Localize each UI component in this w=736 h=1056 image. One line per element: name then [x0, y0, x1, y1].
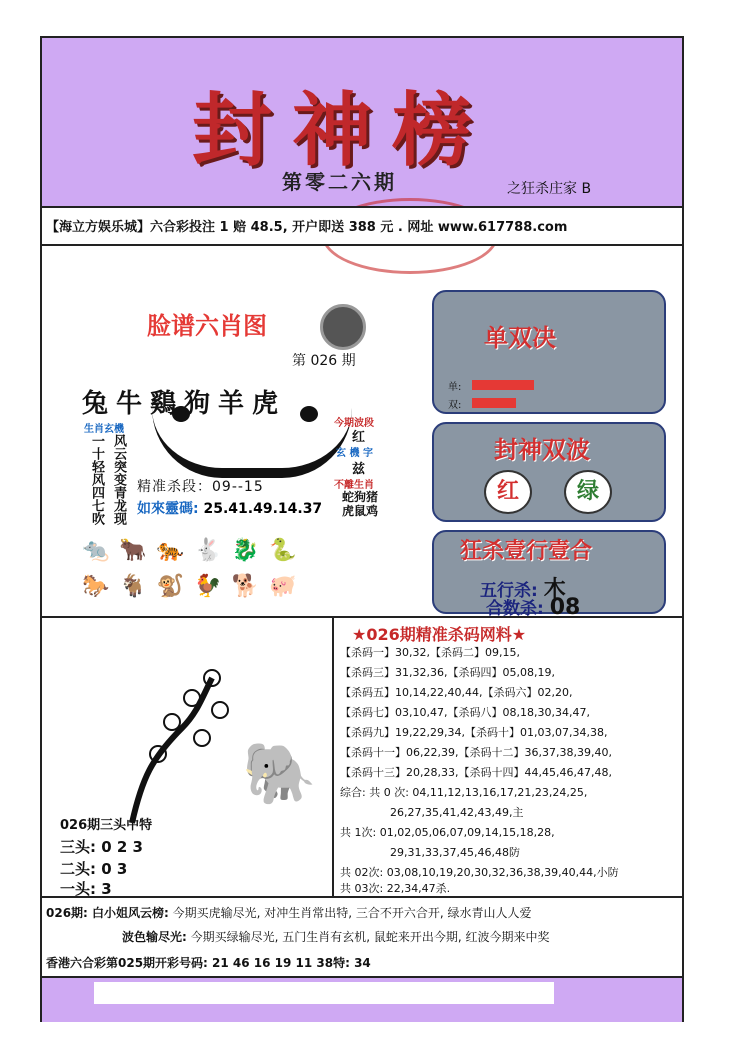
- code-line: 【杀码五】10,14,22,40,44,【杀码六】02,20,: [340, 686, 573, 699]
- wx-label: 五行杀:: [480, 581, 538, 601]
- code-line: 共 02次: 03,08,10,19,20,30,32,36,38,39,40,44,小防: [340, 866, 619, 879]
- kill-label: 精准杀段：: [137, 479, 212, 495]
- wuxing-card: [432, 530, 666, 620]
- row1-text: 今期买虎输尽光, 对冲生肖常出特, 三合不开六合开, 绿水青山人人爱: [172, 906, 532, 920]
- santou-row1: 一头: 3: [60, 880, 112, 898]
- code-line: 共 03次: 22,34,47杀.: [340, 882, 451, 895]
- left-label: 生肖玄機: [84, 424, 124, 435]
- left-col2: 一十轻风四七吹: [89, 434, 104, 525]
- wx-value: 木: [543, 577, 566, 602]
- hs-label: 合数杀:: [486, 599, 544, 619]
- footer-row3: 香港六合彩第025期开彩号码: 21 46 16 19 11 38特: 34: [46, 956, 371, 970]
- codes-heading: ★026期精准杀码网料★: [352, 625, 527, 644]
- dan-bar: [472, 380, 534, 390]
- code-line: 【杀码三】31,32,36,【杀码四】05,08,19,: [340, 666, 555, 679]
- footer-section: [42, 898, 682, 978]
- dan-label: 单:: [448, 382, 462, 393]
- heshu-kill: [486, 594, 580, 620]
- face-issue: 第 026 期: [292, 353, 356, 369]
- middle-section: [42, 248, 682, 618]
- right-label2: 玄 機 字: [336, 448, 373, 459]
- code-line: 综合: 共 0 次: 04,11,12,13,16,17,21,23,24,25,: [340, 786, 588, 799]
- row1-label: 026期: 白小姐风云榜:: [46, 906, 169, 920]
- face-title: 脸谱六肖图: [147, 311, 267, 340]
- compass-icon: [320, 304, 366, 350]
- right-label1: 今期波段: [334, 418, 374, 429]
- codes-value: 25.41.49.14.37: [203, 501, 323, 517]
- smile-icon: [152, 408, 352, 478]
- codes-label: 如來靈碼:: [137, 501, 199, 517]
- red-ball: 红: [484, 470, 532, 514]
- kill-segment: [137, 476, 264, 496]
- issue-number: 第零二六期: [282, 170, 397, 194]
- poster-frame: [40, 36, 684, 1022]
- santou-title: 026期三头中特: [60, 818, 153, 833]
- hs-value: 08: [549, 595, 581, 620]
- code-line: 29,31,33,37,45,46,48防: [390, 846, 520, 859]
- page-title: 封神榜: [192, 83, 492, 177]
- code-line: 【杀码一】30,32,【杀码二】09,15,: [340, 646, 520, 659]
- animal-figures-row1: 🐀🐂🐅🐇🐉🐍: [82, 538, 307, 563]
- row2-label: 波色输尽光:: [122, 930, 187, 944]
- header-banner: [42, 38, 682, 206]
- code-line: 【杀码十三】20,28,33,【杀码十四】44,45,46,47,48,: [340, 766, 612, 779]
- cartoon-panel: [42, 618, 334, 896]
- face-panel: [42, 248, 426, 616]
- santou-row3: 三头: 0 2 3: [60, 838, 143, 856]
- bose-card: [432, 422, 666, 522]
- bose-title: 封神双波: [494, 435, 590, 464]
- green-ball: 绿: [564, 470, 612, 514]
- shuang-bar: [472, 398, 516, 408]
- right-label3: 不離生肖: [334, 480, 374, 491]
- danshuang-title: 单双决: [484, 323, 556, 352]
- santou-row2: 二头: 0 3: [60, 860, 128, 878]
- right-v1: 红: [352, 430, 366, 445]
- cards-panel: [426, 248, 682, 620]
- left-col1: 风云突变青龙现: [111, 434, 126, 525]
- code-line: 【杀码九】19,22,29,34,【杀码十】01,03,07,34,38,: [340, 726, 608, 739]
- animal-figures-row2: 🐎🐐🐒🐓🐕🐖: [82, 574, 307, 599]
- code-line: 【杀码十一】06,22,39,【杀码十二】36,37,38,39,40,: [340, 746, 612, 759]
- code-line: 【杀码七】03,10,47,【杀码八】08,18,30,34,47,: [340, 706, 590, 719]
- code-line: 共 1次: 01,02,05,06,07,09,14,15,18,28,: [340, 826, 555, 839]
- danshuang-card: [432, 290, 666, 414]
- footer-row1: [46, 904, 532, 921]
- bottom-section: [42, 618, 682, 898]
- code-line: 26,27,35,41,42,43,49,主: [390, 806, 524, 819]
- kill-value: 09--15: [212, 479, 264, 495]
- kill-codes-panel: [334, 618, 682, 896]
- tree-illustration: [102, 658, 242, 828]
- header-subtitle: 之狂杀庄家 B: [507, 181, 592, 197]
- elephant-icon: 🐘: [242, 739, 317, 809]
- lucky-codes: [137, 498, 322, 518]
- footer-row2: [122, 928, 550, 945]
- bottom-blank: [94, 982, 554, 1004]
- shuang-label: 双:: [448, 400, 462, 411]
- bottom-bar: [42, 978, 682, 1022]
- wuxing-title: 狂杀壹行壹合: [460, 538, 593, 564]
- six-animals: 兔牛鷄狗羊虎: [82, 389, 287, 419]
- row2-text: 今期买绿输尽光, 五门生肖有玄机, 鼠蛇来开出今期, 红波今期来中奖: [190, 930, 550, 944]
- right-v3: 蛇狗猪虎鼠鸡: [342, 490, 379, 518]
- ad-bar[interactable]: 【海立方娱乐城】六合彩投注 1 赔 48.5, 开户即送 388 元 . 网址 www.617788.com: [42, 206, 682, 246]
- right-v2: 兹: [352, 462, 366, 477]
